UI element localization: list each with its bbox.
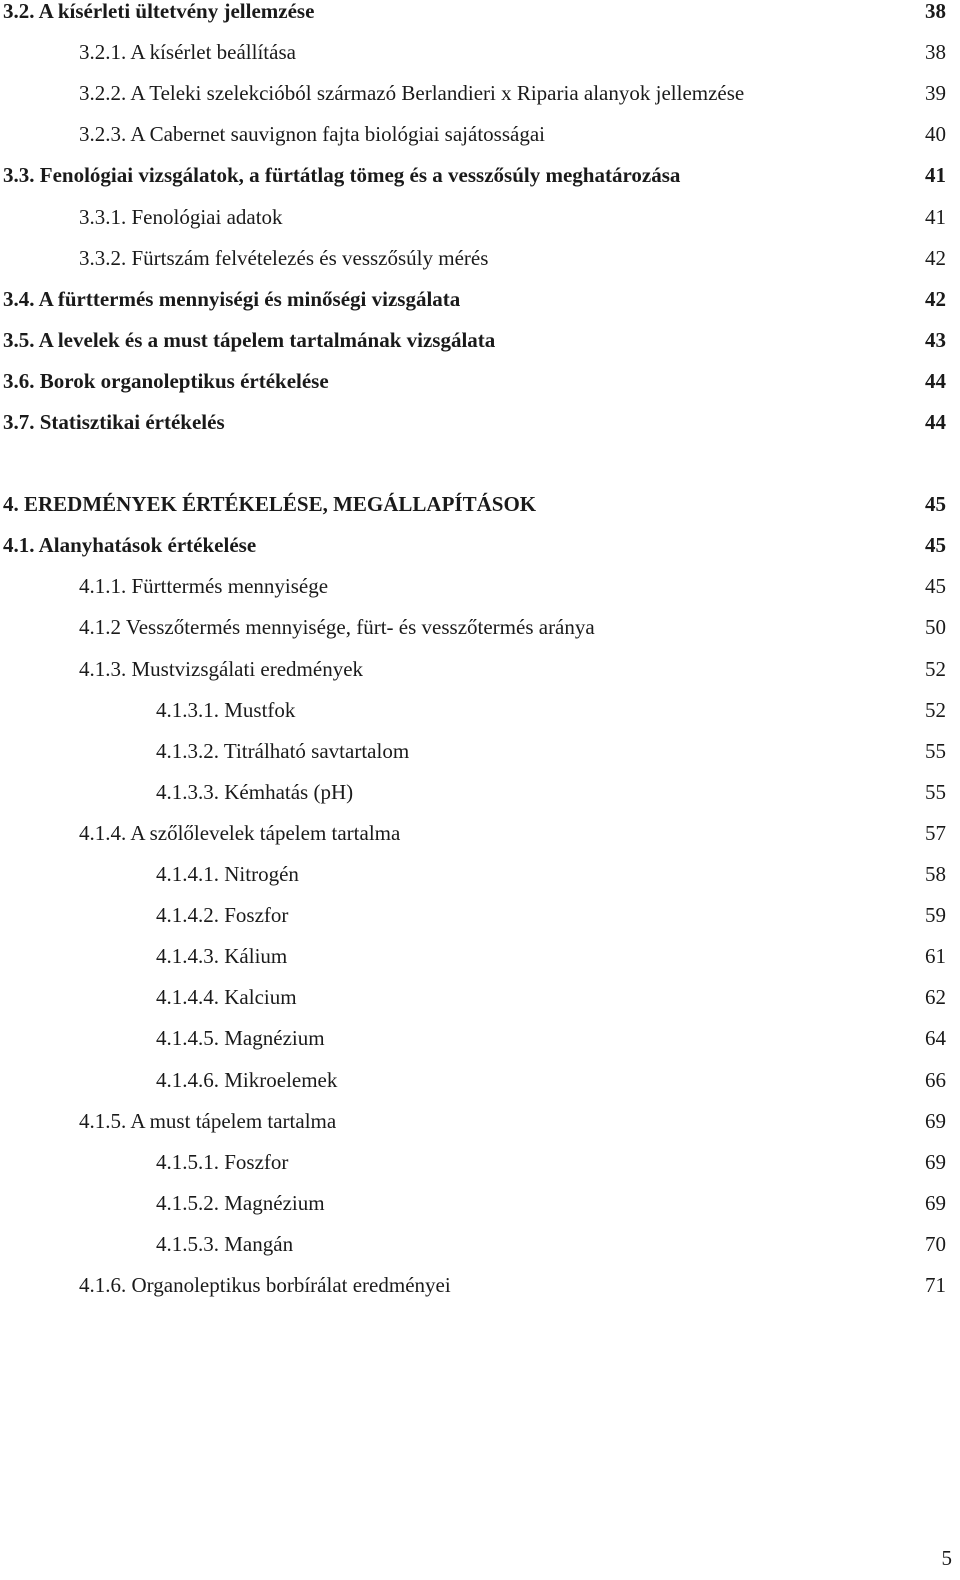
- toc-entry-page: 64: [925, 1026, 946, 1051]
- toc-entry: [0, 35, 960, 69]
- toc-entry-title: 4.1.3.2. Titrálható savtartalom: [156, 738, 410, 763]
- toc-entry-title: 4.1.5.2. Magnézium: [156, 1190, 325, 1215]
- toc-entry-title: 4.1.4.1. Nitrogén: [156, 862, 299, 886]
- toc-entry-title: 3.3. Fenológiai vizsgálatok, a fürtátlag tömeg és a vesszősúly meghatározása: [3, 163, 681, 188]
- toc-entry-title: 3.2.2. A Teleki szelekcióból származó Berlandieri x Riparia alanyok jellemzése: [79, 81, 745, 106]
- toc-entry-title: 4.1.3.3. Kémhatás (pH): [156, 779, 354, 804]
- toc-entry-title: 4.1.3. Mustvizsgálati eredmények: [79, 656, 364, 681]
- toc-entry: [0, 76, 960, 110]
- toc-entry-page: 42: [925, 245, 946, 270]
- toc-entry: [0, 117, 960, 151]
- toc-entry: [0, 1063, 960, 1097]
- toc-entry-title: 3.4. A fürttermés mennyiségi és minőségi vizsgálata: [3, 286, 461, 311]
- toc-entry-title: 4.1.5. A must tápelem tartalma: [79, 1108, 337, 1133]
- toc-entry-page: 70: [925, 1231, 946, 1256]
- toc-entry: [0, 610, 960, 644]
- toc-entry: [0, 405, 960, 439]
- toc-entry-title: 3.2.1. A kísérlet beállítása: [79, 40, 296, 65]
- toc-entry-page: 50: [925, 615, 946, 640]
- toc-entry-title: 4.1.4.6. Mikroelemek: [156, 1067, 338, 1092]
- toc-entry-title: 4. EREDMÉNYEK ÉRTÉKELÉSE, MEGÁLLAPÍTÁSOK: [3, 492, 537, 517]
- toc-entry-page: 59: [925, 903, 946, 928]
- toc-entry-title: 3.3.2. Fürtszám felvételezés és vesszősúly mérés: [79, 245, 489, 270]
- toc-entry-title: 4.1.5.1. Foszfor: [156, 1149, 289, 1174]
- toc-entry-title: 3.6. Borok organoleptikus értékelése: [3, 368, 329, 393]
- toc-entry-page: 61: [925, 944, 946, 969]
- toc-entry-title: 4.1.4.3. Kálium: [156, 944, 288, 969]
- toc-entry: [0, 898, 960, 932]
- toc-entry: [0, 1227, 960, 1261]
- toc-entry: [0, 693, 960, 727]
- toc-entry-page: 58: [925, 862, 946, 886]
- toc-entry: [0, 487, 960, 521]
- toc-entry-page: 38: [925, 40, 946, 65]
- toc-entry-page: 71: [925, 1273, 946, 1297]
- toc-entry: [0, 816, 960, 850]
- page-number: 5: [941, 1546, 952, 1570]
- toc-entry-page: 42: [925, 286, 946, 311]
- toc-entry-page: 45: [925, 492, 946, 517]
- toc-entry: [0, 939, 960, 973]
- toc-entry-page: 69: [925, 1108, 946, 1133]
- toc-entry: [0, 1268, 960, 1302]
- toc-entry-title: 4.1.6. Organoleptikus borbírálat eredményei: [79, 1273, 451, 1297]
- toc-entry: [0, 364, 960, 398]
- toc-entry-page: 45: [925, 574, 946, 599]
- toc-entry: [0, 282, 960, 316]
- toc-entry: [0, 1186, 960, 1220]
- toc-entry-title: 4.1.4.4. Kalcium: [156, 985, 297, 1010]
- toc-entry-page: 52: [925, 697, 946, 722]
- toc-entry-page: 39: [925, 81, 946, 106]
- toc-entry: [0, 0, 960, 28]
- toc-entry-title: 4.1.4. A szőlőlevelek tápelem tartalma: [79, 820, 401, 845]
- toc-entry-title: 3.3.1. Fenológiai adatok: [79, 204, 283, 229]
- toc-entry-title: 4.1. Alanyhatások értékelése: [3, 533, 257, 558]
- toc-entry-title: 4.1.5.3. Mangán: [156, 1231, 294, 1256]
- toc-entry-title: 4.1.1. Fürttermés mennyisége: [79, 574, 329, 599]
- toc-entry: [0, 569, 960, 603]
- toc-entry-page: 69: [925, 1149, 946, 1174]
- toc-entry-page: 45: [925, 533, 946, 558]
- toc-entry: [0, 158, 960, 192]
- toc-entry-page: 43: [925, 327, 946, 352]
- toc-entry: [0, 652, 960, 686]
- toc-entry-page: 40: [925, 122, 946, 147]
- toc-entry-page: 44: [925, 410, 946, 434]
- toc-entry-title: 3.5. A levelek és a must tápelem tartalmának vizsgálata: [3, 327, 496, 352]
- toc-entry-title: 4.1.3.1. Mustfok: [156, 697, 296, 722]
- toc-entry: [0, 241, 960, 275]
- toc-entry-title: 3.2.3. A Cabernet sauvignon fajta biológiai sajátosságai: [79, 122, 545, 147]
- toc-entry: [0, 1145, 960, 1179]
- toc-entry-page: 52: [925, 656, 946, 681]
- toc-entry: [0, 734, 960, 768]
- toc-entry: [0, 980, 960, 1014]
- toc-entry-page: 57: [925, 820, 946, 845]
- toc-entry-title: 4.1.4.5. Magnézium: [156, 1026, 325, 1051]
- toc-entry-title: 3.7. Statisztikai értékelés: [3, 410, 225, 434]
- toc-entry-page: 66: [925, 1067, 946, 1092]
- toc-entry-page: 55: [925, 738, 946, 763]
- toc-entry-page: 69: [925, 1190, 946, 1215]
- toc-entry: [0, 775, 960, 809]
- toc-entry-page: 62: [925, 985, 946, 1010]
- toc-entry-title: 4.1.4.2. Foszfor: [156, 903, 289, 928]
- toc-entry: [0, 1104, 960, 1138]
- toc-entry-title: 3.2. A kísérleti ültetvény jellemzése: [3, 0, 315, 23]
- toc-entry-page: 38: [925, 0, 946, 23]
- toc-entry-page: 44: [925, 368, 946, 393]
- toc-entry: [0, 528, 960, 562]
- toc-entry: [0, 200, 960, 234]
- toc-entry-page: 41: [925, 163, 946, 188]
- toc-entry: [0, 857, 960, 891]
- toc-entry-title: 4.1.2 Vesszőtermés mennyisége, fürt- és vesszőtermés aránya: [79, 615, 595, 640]
- toc-entry-page: 41: [925, 204, 946, 229]
- toc-entry: [0, 323, 960, 357]
- toc-entry: [0, 1021, 960, 1055]
- toc-entry-page: 55: [925, 779, 946, 804]
